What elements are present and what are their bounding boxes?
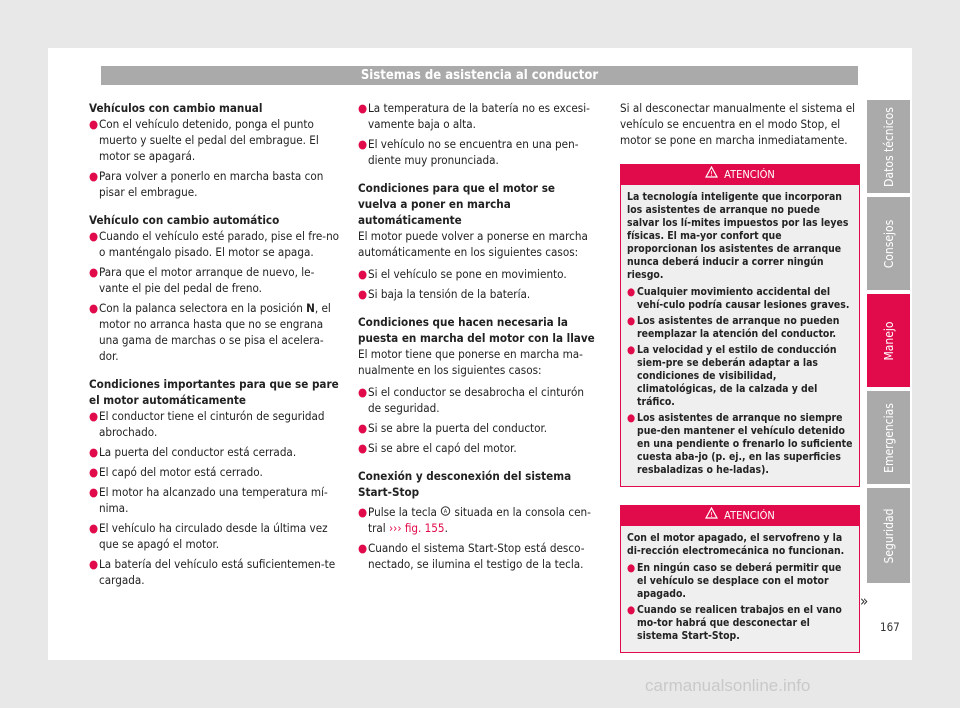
bullet-icon: ● (358, 421, 368, 435)
page-number: 167 (880, 620, 900, 634)
connection-heading: Conexión y desconexión del sistema Start-Stop (358, 469, 572, 499)
list-item: ● Para que el motor arranque de nuevo, le-vante el pie del pedal de freno. (89, 265, 315, 295)
start-stop-button-icon (440, 505, 451, 519)
list-item: ● Con la palanca selectora en la posición N, el motor no arranca hasta que no se engrana una gama de marchas o se pisa el acelera-dor. (89, 301, 331, 363)
bullet-icon: ● (89, 465, 99, 479)
tab-manejo[interactable]: Manejo (867, 294, 910, 387)
bullet-icon: ● (358, 101, 368, 115)
list-item: ● La batería del vehículo está suficientemen-te cargada. (89, 557, 336, 587)
continue-marker: » (860, 592, 869, 610)
intro-text: Si al desconectar manualmente el sistema el vehículo se encuentra en el modo Stop, el motor se pone en marcha inmediatamente. (620, 101, 856, 147)
bullet-icon: ● (627, 286, 636, 298)
key-list (358, 384, 595, 456)
tab-consejos[interactable]: Consejos (867, 197, 910, 290)
list-item: ● El vehículo no se encuentra en una pen-diente muy pronunciada. (358, 137, 579, 167)
list-item: ● Si se abre la puerta del conductor. (358, 421, 548, 435)
tab-datos-tecnicos[interactable]: Datos técnicos (867, 100, 910, 193)
restart-text: El motor puede volver a ponerse en marcha automáticamente en los siguientes casos: (358, 229, 588, 259)
restart-heading: Condiciones para que el motor se vuelva a poner en marcha automáticamente (358, 181, 555, 227)
bullet-icon: ● (89, 265, 99, 279)
list-item: ● Cualquier movimiento accidental del vehí-culo podría causar lesiones graves. (627, 286, 850, 311)
list-item: ● Con el vehículo detenido, ponga el punto muerto y suelte el pedal del embrague. El motor se apagará. (89, 117, 319, 163)
warning-list (627, 562, 853, 643)
bullet-icon: ● (89, 485, 99, 499)
gear-position-n: N (306, 301, 315, 315)
bullet-icon: ● (358, 385, 368, 399)
list-item: ● El motor ha alcanzado una temperatura mí-nima. (89, 485, 328, 515)
bullet-icon: ● (89, 409, 99, 423)
bullet-icon: ● (89, 557, 99, 571)
svg-text:A: A (444, 509, 448, 515)
warning-body: Con el motor apagado, el servofreno y la di-rección electromecánica no funcionan. ● En ningún caso se deberá permitir que el vehículo se desplace con el motor apagado. ● Cuando se realicen trabajos en el vano mo-tor habrá que desconectar el sistema Start-Stop. (621, 526, 859, 652)
warning-body: La tecnología inteligente que incorporan los asistentes de arranque no puede salvar los lí-mites impuestos por las leyes físicas. El ma-yor confort que proporcionan los asistentes de arranque nunca deberá inducir a correr ningún riesgo. ● Cualquier movimiento accidental del vehí-culo podría causar lesiones graves. ● Los asistentes de arranque no pueden reemplazar la atención del conductor. ● La velocidad y el estilo de conducción siem-pre se deberán adaptar a las condiciones de visibilidad, climatológicas, de la calzada y del tráfico. ● Los asistentes de arranque no siempre pue-den mantener el vehículo detenido en una pendiente o frenarlo lo suficiente cuesta aba-jo (p. ej., en las superficies resbaladizas o he-ladas). (621, 185, 859, 486)
list-item: ● Pulse la tecla A situada en la consola cen-tral ››› fig. 155. (358, 505, 591, 535)
bullet-icon: ● (627, 344, 636, 356)
bullet-icon: ● (627, 315, 636, 327)
list-item: ● En ningún caso se deberá permitir que el vehículo se desplace con el motor apagado. (627, 562, 842, 600)
restart-list (358, 266, 595, 302)
bullet-icon: ● (89, 229, 99, 243)
bullet-icon: ● (358, 137, 368, 151)
list-item: ● El conductor tiene el cinturón de seguridad abrochado. (89, 409, 325, 439)
key-text: El motor tiene que ponerse en marcha ma-nualmente en los siguientes casos: (358, 347, 583, 377)
warning-box-1 (620, 164, 860, 487)
key-heading: Condiciones que hacen necesaria la puesta en marcha del motor con la llave (358, 315, 595, 345)
list-item: ● Para volver a ponerlo en marcha basta con pisar el embrague. (89, 169, 324, 199)
column-3 (620, 100, 860, 653)
warning-header: ! ATENCIÓN (621, 165, 859, 185)
bullet-icon: ● (627, 604, 636, 616)
page-header: Sistemas de asistencia al conductor (101, 66, 858, 85)
warning-triangle-icon (705, 165, 718, 185)
bullet-icon: ● (627, 562, 636, 574)
list-item: ● La temperatura de la batería no es excesi-vamente baja o alta. (358, 101, 590, 131)
warning-header: ! ATENCIÓN (621, 506, 859, 526)
manual-heading: Vehículos con cambio manual (89, 101, 263, 115)
conditions-list (89, 408, 342, 588)
bullet-icon: ● (89, 301, 99, 315)
list-item: ● Si el conductor se desabrocha el cinturón de seguridad. (358, 385, 584, 415)
auto-heading: Vehículo con cambio automático (89, 213, 280, 227)
bullet-icon: ● (89, 445, 99, 459)
column-1 (89, 100, 342, 592)
bullet-icon: ● (89, 117, 99, 131)
bullet-icon: ● (89, 521, 99, 535)
svg-text:!: ! (710, 169, 714, 178)
bullet-icon: ● (358, 267, 368, 281)
continued-list (358, 100, 595, 168)
column-2 (358, 100, 595, 576)
warning-triangle-icon (705, 506, 718, 526)
list-item: ● La velocidad y el estilo de conducción siem-pre se deberán adaptar a las condiciones de visibilidad, climatológicas, de la calzada y del tráfico. (627, 344, 837, 408)
bullet-icon: ● (358, 541, 368, 555)
tab-seguridad[interactable]: Seguridad (867, 488, 910, 583)
list-item: ● Cuando el sistema Start-Stop está desco-nectado, se ilumina el testigo de la tecla. (358, 541, 585, 571)
bullet-icon: ● (358, 441, 368, 455)
list-item: ● La puerta del conductor está cerrada. (89, 445, 297, 459)
tab-emergencias[interactable]: Emergencias (867, 391, 910, 484)
bullet-icon: ● (89, 169, 99, 183)
list-item: ● Cuando se realicen trabajos en el vano mo-tor habrá que desconectar el sistema Start-Stop. (627, 604, 842, 642)
bullet-icon: ● (358, 287, 368, 301)
list-item: ● Si se abre el capó del motor. (358, 441, 517, 455)
warning-box-2 (620, 505, 860, 653)
list-item: ● El capó del motor está cerrado. (89, 465, 263, 479)
manual-list (89, 116, 342, 200)
list-item: ● El vehículo ha circulado desde la última vez que se apagó el motor. (89, 521, 328, 551)
bullet-icon: ● (627, 412, 636, 424)
list-item: ● Los asistentes de arranque no pueden reemplazar la atención del conductor. (627, 315, 840, 340)
svg-text:!: ! (710, 510, 714, 519)
list-item: ● Cuando el vehículo esté parado, pise el fre-no o manténgalo pisado. El motor se apaga. (89, 229, 340, 259)
figure-link[interactable]: ››› fig. 155 (388, 521, 445, 535)
list-item: ● Los asistentes de arranque no siempre pue-den mantener el vehículo detenido en una pendiente o frenarlo lo suficiente cuesta aba-jo (p. ej., en las superficies resbaladizas o he-ladas). (627, 412, 853, 476)
list-item: ● Si el vehículo se pone en movimiento. (358, 267, 567, 281)
watermark: carmanualsonline.info (645, 676, 811, 695)
list-item: ● Si baja la tensión de la batería. (358, 287, 531, 301)
conditions-heading: Condiciones importantes para que se pare el motor automáticamente (89, 377, 339, 407)
bullet-icon: ● (358, 505, 368, 519)
warning-list (627, 286, 853, 477)
